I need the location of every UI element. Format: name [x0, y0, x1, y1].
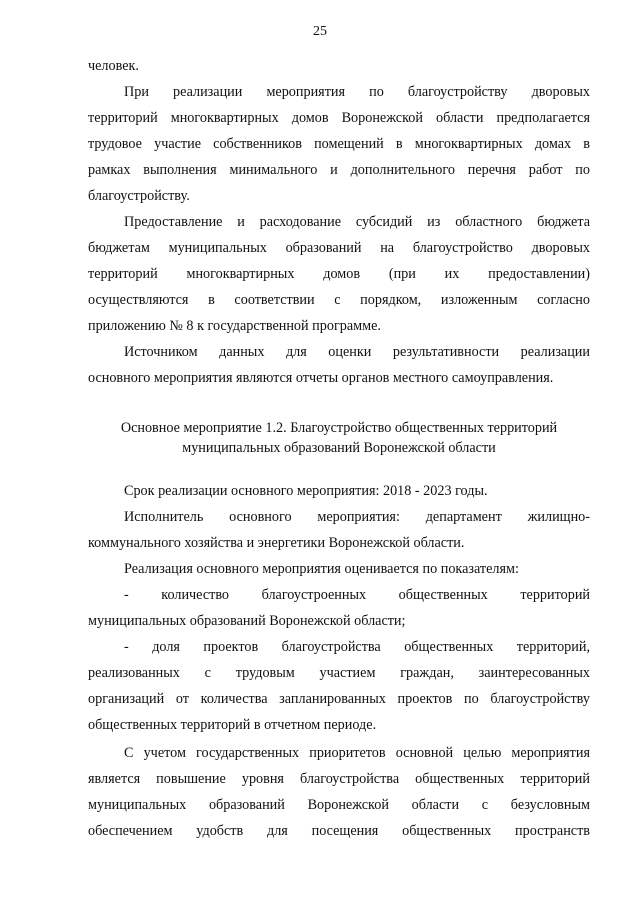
paragraph-line: основного мероприятия являются отчеты органов местного самоуправления. — [88, 370, 554, 386]
paragraph-line: благоустройству. — [88, 188, 190, 204]
list-item-line: реализованных с трудовым участием граждан, заинтересованных — [88, 665, 590, 681]
paragraph-line: рамках выполнения минимального и дополнительного перечня работ по — [88, 162, 590, 178]
paragraph-line: При реализации мероприятия по благоустройству дворовых — [124, 84, 590, 100]
list-item-line: - доля проектов благоустройства общественных территорий, — [124, 639, 590, 655]
paragraph-line: С учетом государственных приоритетов основной целью мероприятия — [124, 745, 590, 761]
paragraph-line: бюджетам муниципальных образований на благоустройство дворовых — [88, 240, 590, 256]
paragraph-line: Предоставление и расходование субсидий из областного бюджета — [124, 214, 590, 230]
paragraph-line: коммунального хозяйства и энергетики Воронежской области. — [88, 535, 465, 551]
paragraph-line: осуществляются в соответствии с порядком, изложенным согласно — [88, 292, 590, 308]
paragraph-line: Источником данных для оценки результативности реализации — [124, 344, 590, 360]
paragraph-line: обеспечением удобств для посещения общественных пространств — [88, 823, 590, 839]
paragraph-line: Реализация основного мероприятия оценивается по показателям: — [124, 561, 519, 577]
list-item-line: общественных территорий в отчетном периоде. — [88, 717, 377, 733]
section-heading-line: Основное мероприятие 1.2. Благоустройство общественных территорий — [120, 420, 558, 436]
paragraph-line: приложению № 8 к государственной программе. — [88, 318, 381, 334]
paragraph-line: Срок реализации основного мероприятия: 2018 - 2023 годы. — [124, 483, 488, 499]
paragraph-line: муниципальных образований Воронежской области с безусловным — [88, 797, 590, 813]
paragraph-line: Исполнитель основного мероприятия: департамент жилищно- — [124, 509, 590, 525]
paragraph-line: человек. — [88, 58, 139, 74]
paragraph-line: территорий многоквартирных домов Воронежской области предполагается — [88, 110, 590, 126]
paragraph-line: является повышение уровня благоустройства общественных территорий — [88, 771, 590, 787]
page-number: 25 — [313, 24, 327, 39]
list-item-line: организаций от количества запланированных проектов по благоустройству — [88, 691, 590, 707]
section-heading-line: муниципальных образований Воронежской области — [182, 440, 496, 456]
paragraph-line: территорий многоквартирных домов (при их предоставлении) — [88, 266, 590, 282]
list-item-line: муниципальных образований Воронежской области; — [88, 613, 406, 629]
list-item-line: - количество благоустроенных общественных территорий — [124, 587, 590, 603]
paragraph-line: трудовое участие собственников помещений в многоквартирных домах в — [88, 136, 590, 152]
